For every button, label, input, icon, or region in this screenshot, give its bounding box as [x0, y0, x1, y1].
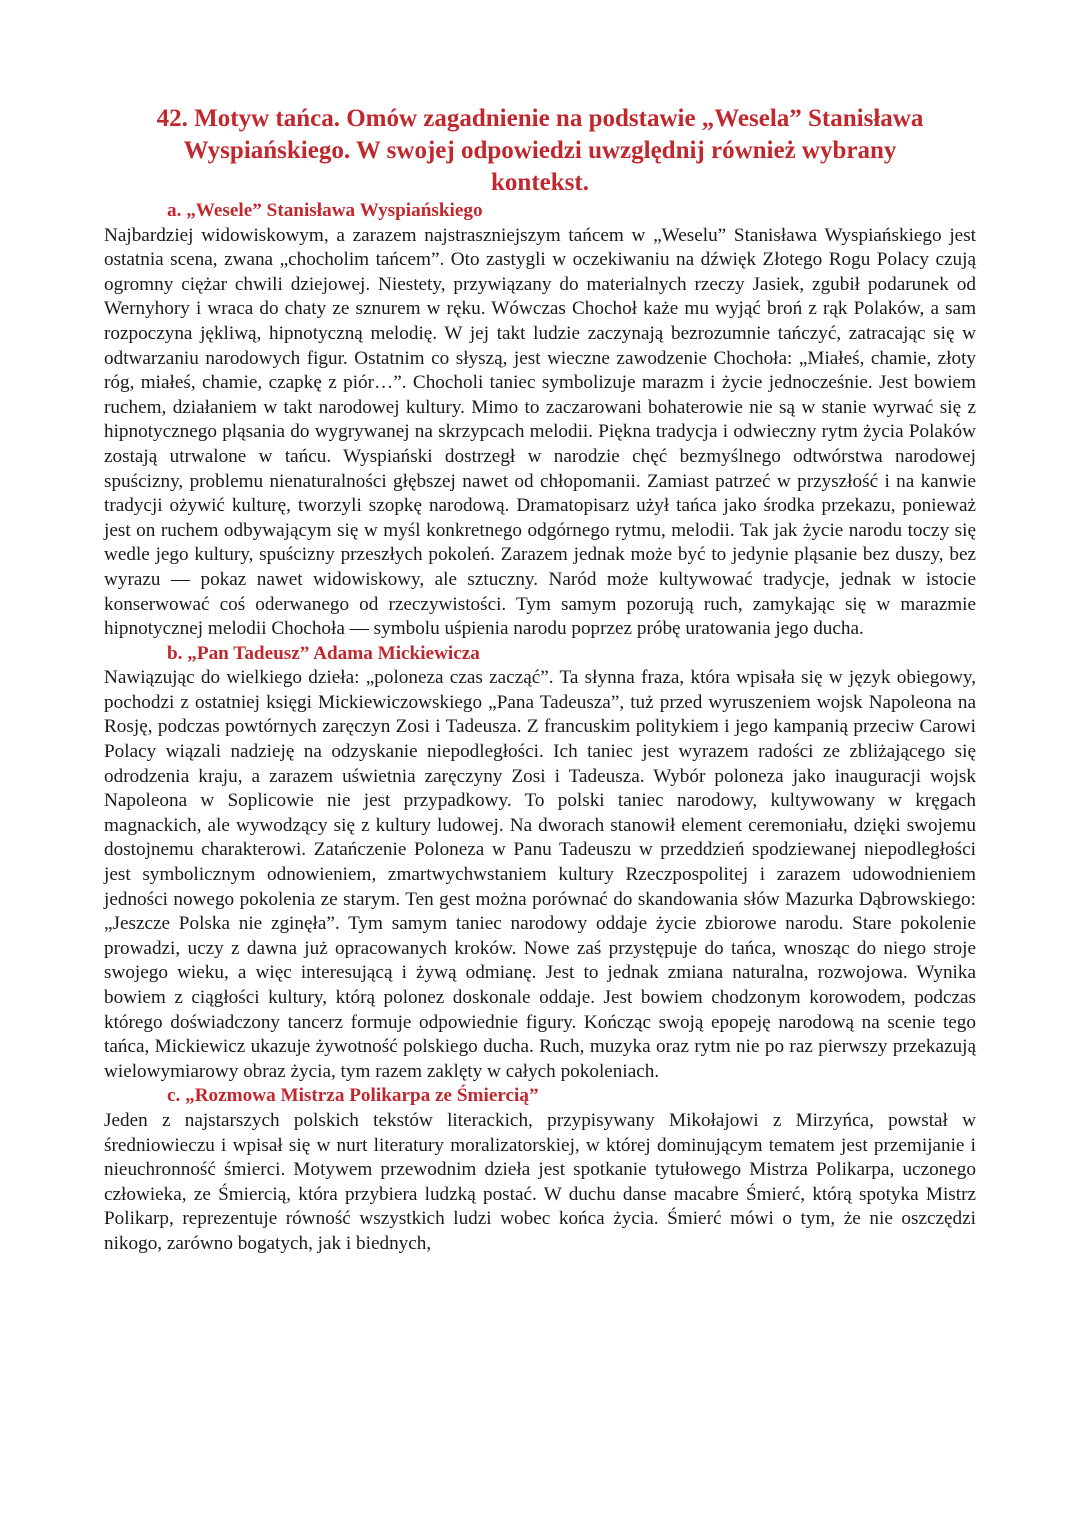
section-rozmowa: [104, 1084, 976, 1256]
section-heading-rozmowa: c. „Rozmowa Mistrza Polikarpa ze Śmiercią”: [167, 1085, 539, 1107]
section-heading-wesele: a. „Wesele” Stanisława Wyspiańskiego: [167, 200, 483, 221]
section-pan-tadeusz: [104, 642, 976, 1085]
title-line-2: Wyspiańskiego. W swojej odpowiedzi uwzględnij również wybrany: [183, 137, 897, 164]
section-body-rozmowa: Jeden z najstarszych polskich tekstów literackich, przypisywany Mikołajowi z Mirzyńca, powstał w średniowieczu i wpisał się w nurt literatury moralizatorskiej, w której dominującym tematem jest przemijanie i nieuchronność śmierci. Motywem przewodnim dzieła jest spotkanie tytułowego Mistrza Polikarpa, uczonego człowieka, ze Śmiercią, która przybiera ludzką postać. W duchu danse macabre Śmierć, którą spotyka Mistrz Polikarp, reprezentuje równość wszystkich ludzi wobec końca życia. Śmierć mówi o tym, że nie oszczędzi nikogo, zarówno bogatych, jak i biednych,: [104, 1109, 976, 1254]
title-line-1: 42. Motyw tańca. Omów zagadnienie na podstawie „Wesela” Stanisława: [156, 105, 924, 132]
section-heading-pan-tadeusz: b. „Pan Tadeusz” Adama Mickiewicza: [167, 642, 480, 664]
document-title: [104, 103, 976, 199]
section-wesele: [104, 199, 976, 642]
section-body-wesele: Najbardziej widowiskowym, a zarazem najstraszniejszym tańcem w „Weselu” Stanisława Wyspiańskiego jest ostatnia scena, zwana „chocholim tańcem”. Oto zastygli w oczekiwaniu na dźwięk Złotego Rogu Polacy czują ogromny ciężar chwili dziejowej. Niestety, przywiązany do materialnych rzeczy Jasiek, zgubił podarunek od Wernyhory i wraca do chaty ze sznurem w ręku. Wówczas Chochoł każe mu wyjąć broń z rąk Polaków, a sam rozpoczyna jękliwą, hipnotyczną melodię. W jej takt ludzie zaczynają bezrozumnie tańczyć, zatracając się w odtwarzaniu narodowych figur. Ostatnim co słyszą, jest wieczne zawodzenie Chochoła: „Miałeś, chamie, złoty róg, miałeś, chamie, czapkę z piór…”. Chocholi taniec symbolizuje marazm i życie jednocześnie. Jest bowiem ruchem, działaniem w takt narodowej kultury. Mimo to zaczarowani bohaterowie nie są w stanie wyrwać się z hipnotycznego pląsania do wygrywanej na skrzypcach melodii. Piękna tradycja i odwieczny rytm życia Polaków zostają utrwalone w tańcu. Wyspiański dostrzegł w narodzie chęć bezmyślnego odtwórstwa narodowej spuścizny, problemu nienaturalności głębszej nawet od chłopomanii. Zamiast patrzeć w przyszłość i na kanwie tradycji ożywić kulturę, tworzyli szopkę narodową. Dramatopisarz użył tańca jako środka przekazu, ponieważ jest on ruchem odbywającym się w myśl konkretnego odgórnego rytmu, melodii. Tak jak życie narodu toczy się wedle jego kultury, spuścizny przeszłych pokoleń. Zarazem jednak może być to jedynie pląsanie bez duszy, bez wyrazu — pokaz nawet widowiskowy, ale sztuczny. Naród może kultywować tradycje, jednak w istocie konserwować coś oderwanego od rzeczywistości. Tym samym pozorują ruch, zamykając się w marazmie hipnotycznej melodii Chochoła — symbolu uśpienia narodu poprzez próbę uratowania jego ducha.: [104, 224, 976, 640]
document-page: [104, 103, 976, 1257]
section-body-pan-tadeusz: Nawiązując do wielkiego dzieła: „poloneza czas zacząć”. Ta słynna fraza, która wpisała się w język obiegowy, pochodzi z ostatniej księgi Mickiewiczowskiego „Pana Tadeusza”, tuż przed wyruszeniem wojsk Napoleona na Rosję, podczas powtórnych zaręczyn Zosi i Tadeusza. Z francuskim politykiem i jego kampanią przeciw Carowi Polacy wiązali nadzieję na odzyskanie niepodległości. Ich taniec jest wyrazem radości ze zbliżającego się odrodzenia kraju, a zarazem uświetnia zaręczyny Zosi i Tadeusza. Wybór poloneza jako inauguracji wojsk Napoleona w Soplicowie nie jest przypadkowy. To polski taniec narodowy, kultywowany w kręgach magnackich, ale wywodzący się z kultury ludowej. Na dworach stanowił element ceremoniału, dzięki swojemu dostojnemu charakterowi. Zatańczenie Poloneza w Panu Tadeuszu w przeddzień spodziewanej niepodległości jest symbolicznym odnowieniem, zmartwychwstaniem kultury Rzeczpospolitej i zarazem udowodnieniem jedności nowego pokolenia ze starym. Ten gest można porównać do skandowania słów Mazurka Dąbrowskiego: „Jeszcze Polska nie zginęła”. Tym samym taniec narodowy oddaje życie zbiorowe narodu. Stare pokolenie prowadzi, uczy z dawna już opracowanych kroków. Nowe zaś przystępuje do tańca, wnosząc do niego stroje swojego wieku, a więc interesującą i żywą odmianę. Jest to jednak zmiana naturalna, rozwojowa. Wynika bowiem z ciągłości kultury, którą polonez doskonale oddaje. Jest bowiem chodzonym korowodem, podczas którego doświadczony tancerz formuje odpowiednie figury. Kończąc swoją epopeję narodową na scenie tego tańca, Mickiewicz ukazuje żywotność polskiego ducha. Ruch, muzyka oraz rytm nie po raz pierwszy przekazują wielowymiarowy obraz życia, tym razem zaklęty w całych pokoleniach.: [104, 667, 976, 1082]
title-line-3: kontekst.: [491, 169, 589, 196]
